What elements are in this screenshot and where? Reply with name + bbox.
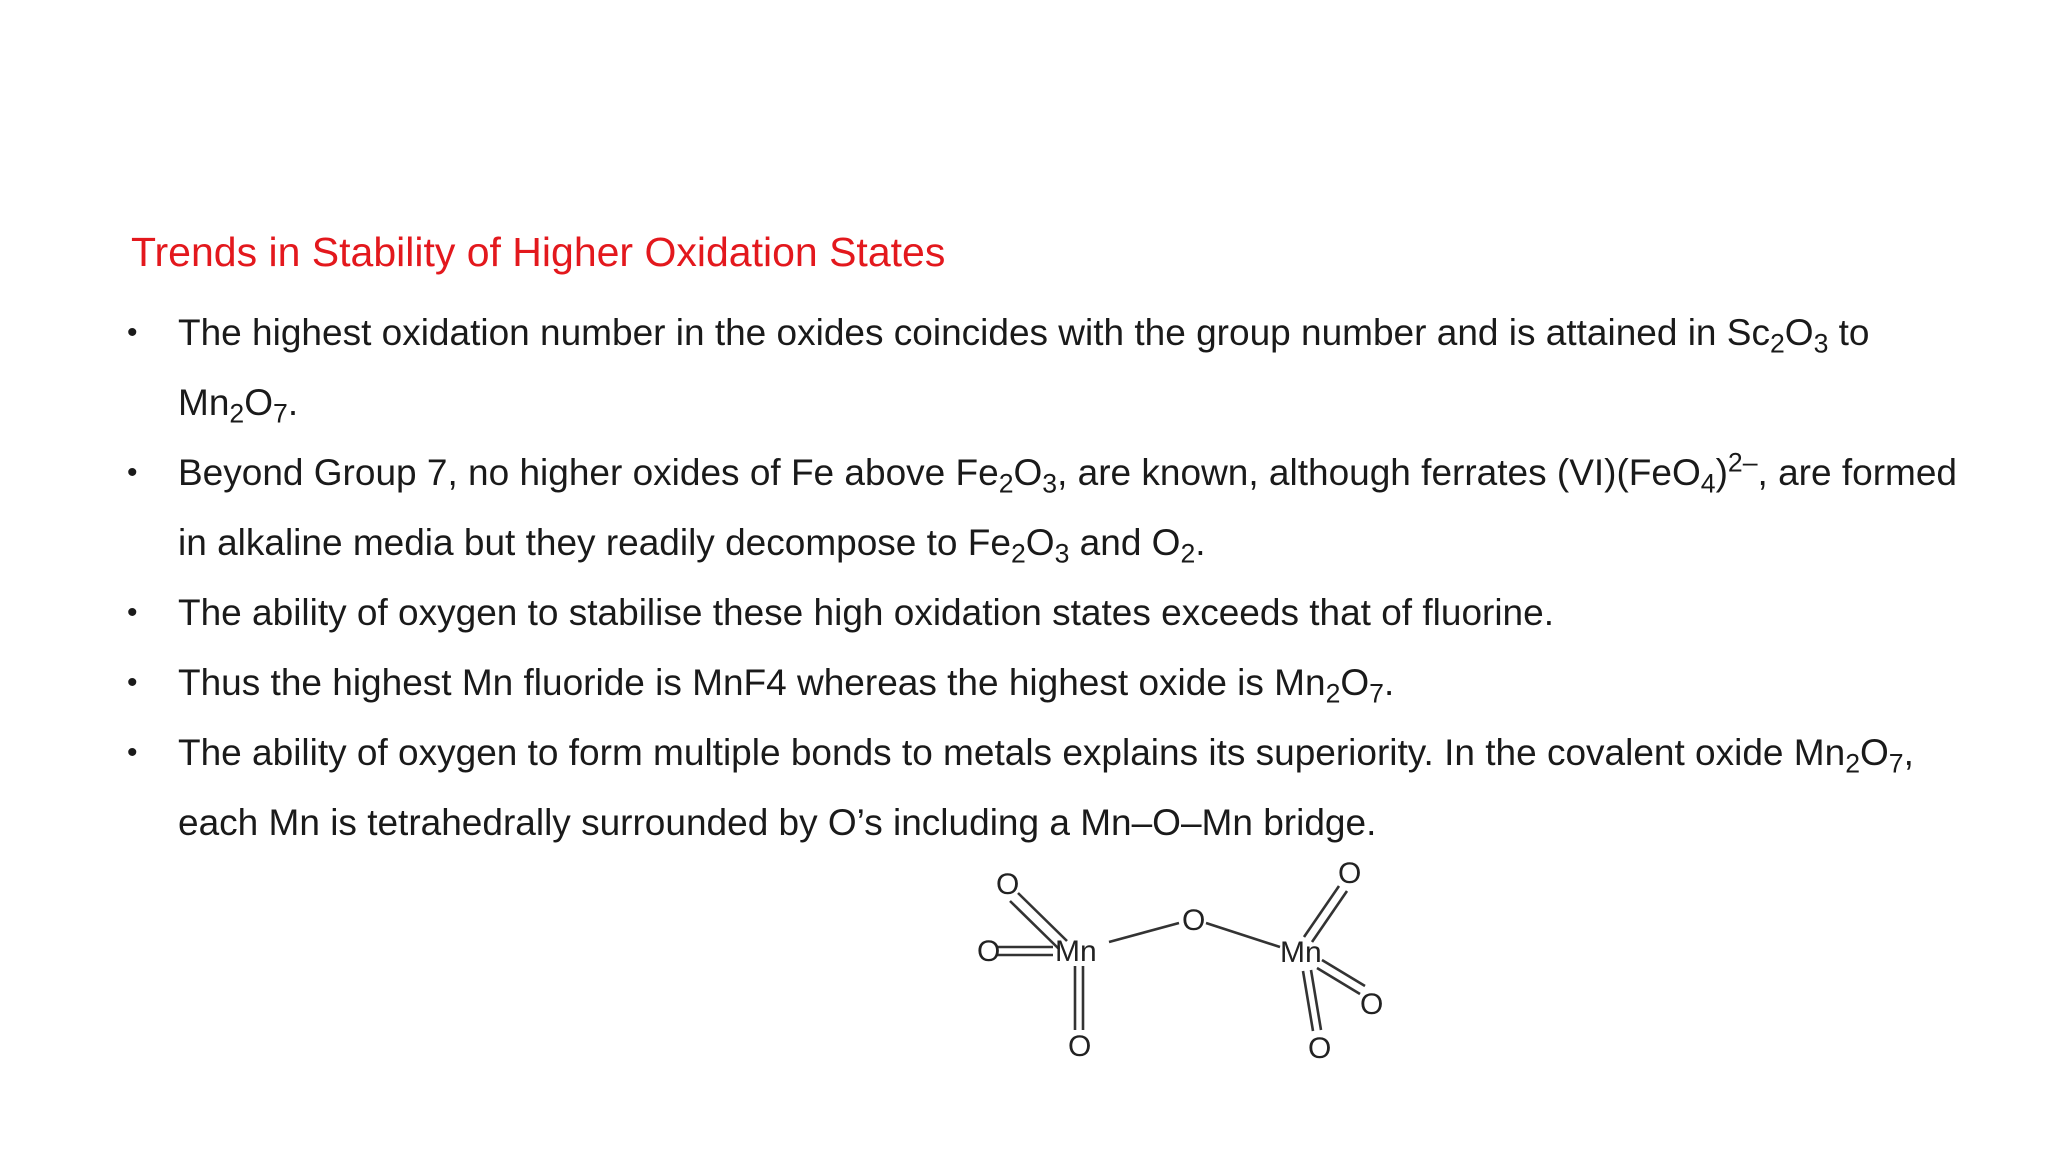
bullet-item <box>125 648 1985 718</box>
text-run: The ability of oxygen to stabilise these high oxidation states exceeds that of fluorine. <box>178 592 1554 633</box>
text-run: , each Mn is tetrahedrally surrounded by O’s including a Mn–O–Mn bridge. <box>178 732 1914 843</box>
text-run: . <box>1383 662 1395 703</box>
bullet-marker: • <box>127 316 138 349</box>
bullet-item <box>125 438 1985 578</box>
subscript: 2 <box>229 398 245 429</box>
bullet-marker: • <box>127 596 138 629</box>
atom-o-left-top: O <box>996 868 1020 901</box>
text-run: The ability of oxygen to form multiple bonds to metals explains its superiority. In the covalent oxide Mn <box>178 732 1846 773</box>
superscript: 2– <box>1727 447 1758 478</box>
text-run: ) <box>1715 452 1728 493</box>
atom-mn-right: Mn <box>1280 936 1322 969</box>
mn2o7-structure-diagram <box>950 850 1410 1080</box>
subscript: 3 <box>1054 538 1070 569</box>
atom-o-right: O <box>1360 988 1384 1021</box>
subscript: 3 <box>1813 328 1829 359</box>
bullet-item <box>125 298 1985 438</box>
text-run: The highest oxidation number in the oxides coincides with the group number and is attained in Sc <box>178 312 1770 353</box>
text-run: O <box>244 382 273 423</box>
subscript: 2 <box>1325 678 1341 709</box>
subscript: 4 <box>1700 468 1716 499</box>
text-run: O <box>1784 312 1814 353</box>
slide-title: Trends in Stability of Higher Oxidation States <box>131 229 946 275</box>
text-run: and O <box>1069 522 1181 563</box>
bullet-item <box>125 578 1985 648</box>
bullet-text <box>178 312 1870 429</box>
text-run: O <box>1860 732 1889 773</box>
bullet-text <box>178 447 1958 569</box>
subscript: 2 <box>1845 748 1860 779</box>
text-run: Beyond Group 7, no higher oxides of Fe above Fe <box>178 452 999 493</box>
subscript: 3 <box>1042 468 1058 499</box>
atom-o-bridge: O <box>1182 904 1206 937</box>
text-run: O <box>1013 452 1043 493</box>
bullet-item <box>125 718 1985 858</box>
bullet-list <box>125 298 1985 858</box>
subscript: 2 <box>998 468 1014 499</box>
text-run: to Mn <box>178 312 1870 423</box>
text-run: . <box>1195 522 1206 563</box>
bullet-marker: • <box>127 666 138 699</box>
text-run: O <box>1340 662 1370 703</box>
text-run: , are formed in alkaline media but they readily decompose to Fe <box>178 452 1958 563</box>
atom-o-right-bottom: O <box>1308 1032 1332 1065</box>
text-run: , are known, although ferrates (VI)(FeO <box>1057 452 1701 493</box>
text-run: . <box>287 382 299 423</box>
atom-o-right-top: O <box>1338 857 1362 890</box>
text-run: O <box>1025 522 1055 563</box>
atom-o-left-bottom: O <box>1068 1030 1092 1063</box>
subscript: 7 <box>1369 678 1384 709</box>
bullet-text <box>178 592 1554 633</box>
bullet-text <box>178 662 1395 709</box>
subscript: 7 <box>1888 748 1904 779</box>
subscript: 2 <box>1180 538 1196 569</box>
text-run: Thus the highest Mn fluoride is MnF4 whereas the highest oxide is Mn <box>178 662 1326 703</box>
subscript: 2 <box>1010 538 1026 569</box>
subscript: 7 <box>273 398 288 429</box>
subscript: 2 <box>1769 328 1785 359</box>
bullet-text <box>178 732 1914 843</box>
atom-mn-left: Mn <box>1055 935 1097 968</box>
bullet-marker: • <box>127 456 138 489</box>
bullet-marker: • <box>127 736 138 769</box>
atom-o-left: O <box>977 935 1001 968</box>
